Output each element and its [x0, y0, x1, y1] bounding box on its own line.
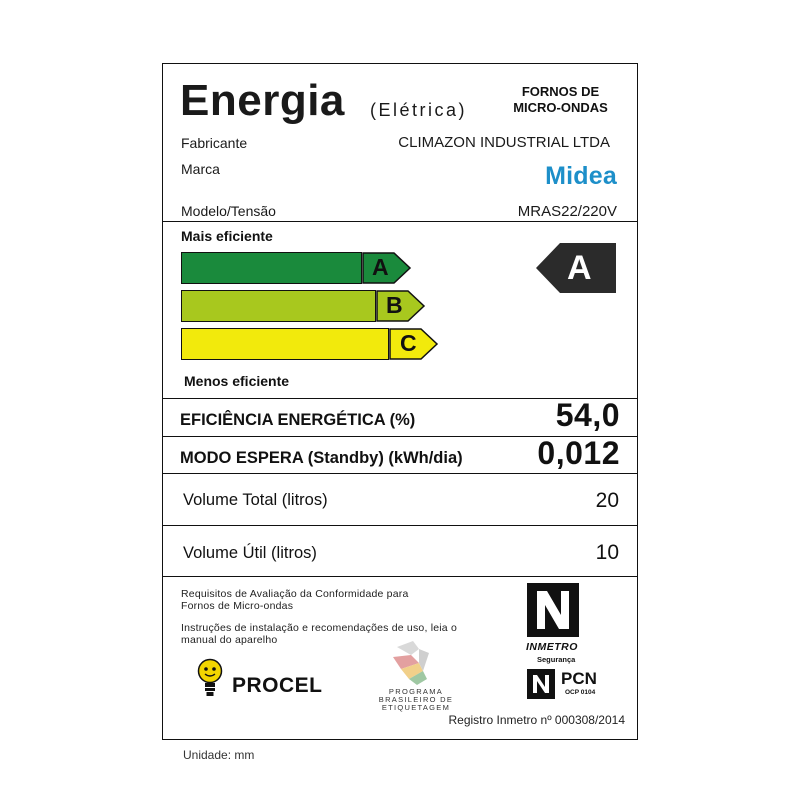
grade-a-bar — [181, 252, 362, 284]
grade-a-letter: A — [372, 254, 389, 280]
scale-top-label: Mais eficiente — [181, 228, 273, 244]
modelo-value: MRAS22/220V — [517, 203, 617, 220]
inmetro-text: INMETRO — [526, 641, 578, 653]
instrucoes-line2: manual do aparelho — [181, 634, 278, 646]
volume-util-value: 10 — [595, 541, 619, 564]
eficiencia-label: EFICIÊNCIA ENERGÉTICA (%) — [180, 411, 416, 429]
pcn-text: PCN — [561, 669, 597, 688]
standby-label: MODO ESPERA (Standby) (kWh/dia) — [180, 449, 463, 467]
grade-c-bar — [181, 328, 389, 360]
divider — [163, 525, 637, 526]
pbe-line1: PROGRAMA — [388, 687, 444, 696]
grade-c-letter: C — [400, 330, 417, 356]
pbe-logo-icon — [389, 639, 435, 687]
marca-label: Marca — [181, 161, 220, 177]
instrucoes-line1: Instruções de instalação e recomendações de uso, leia o — [181, 622, 457, 634]
fabricante-value: CLIMAZON INDUSTRIAL LTDA — [398, 134, 610, 151]
grade-b-bar — [181, 290, 376, 322]
seguranca-text: Segurança — [537, 655, 576, 664]
procel-bulb-icon — [197, 658, 223, 702]
inmetro-logo-icon — [525, 581, 581, 639]
scale-bottom-label: Menos eficiente — [184, 373, 290, 389]
product-category-line1: FORNOS DE — [521, 84, 600, 99]
registro-text: Registro Inmetro nº 000308/2014 — [448, 713, 625, 727]
rating-letter: A — [567, 249, 592, 287]
eficiencia-value: 54,0 — [555, 397, 620, 433]
divider — [163, 576, 637, 577]
ocp-text: OCP 0104 — [565, 689, 596, 696]
requisitos-line1: Requisitos de Avaliação da Conformidade para — [181, 588, 409, 600]
product-category-line2: MICRO-ONDAS — [513, 100, 608, 115]
volume-util-label: Volume Útil (litros) — [183, 544, 317, 562]
brand-logo: Midea — [545, 162, 617, 190]
pcn-logo-icon — [525, 667, 557, 701]
pbe-line2: BRASILEIRO DE — [378, 695, 454, 704]
product-category — [498, 84, 623, 116]
pbe-line3: ETIQUETAGEM — [381, 703, 451, 712]
fabricante-label: Fabricante — [181, 135, 248, 151]
divider — [163, 473, 637, 474]
grade-b-letter: B — [386, 292, 403, 318]
divider — [163, 221, 637, 222]
modelo-label: Modelo/Tensão — [181, 203, 276, 219]
pbe-logo-text — [377, 688, 455, 712]
volume-total-label: Volume Total (litros) — [183, 491, 328, 509]
requisitos-line2: Fornos de Micro-ondas — [181, 600, 294, 612]
unidade-text: Unidade: mm — [183, 748, 255, 762]
label-title: Energia — [180, 76, 345, 125]
label-subtitle: (Elétrica) — [370, 100, 468, 120]
energy-label — [162, 63, 638, 740]
procel-logo-text: PROCEL — [232, 674, 323, 697]
volume-total-value: 20 — [595, 489, 619, 512]
requisitos-text — [181, 588, 409, 612]
standby-value: 0,012 — [537, 435, 620, 471]
